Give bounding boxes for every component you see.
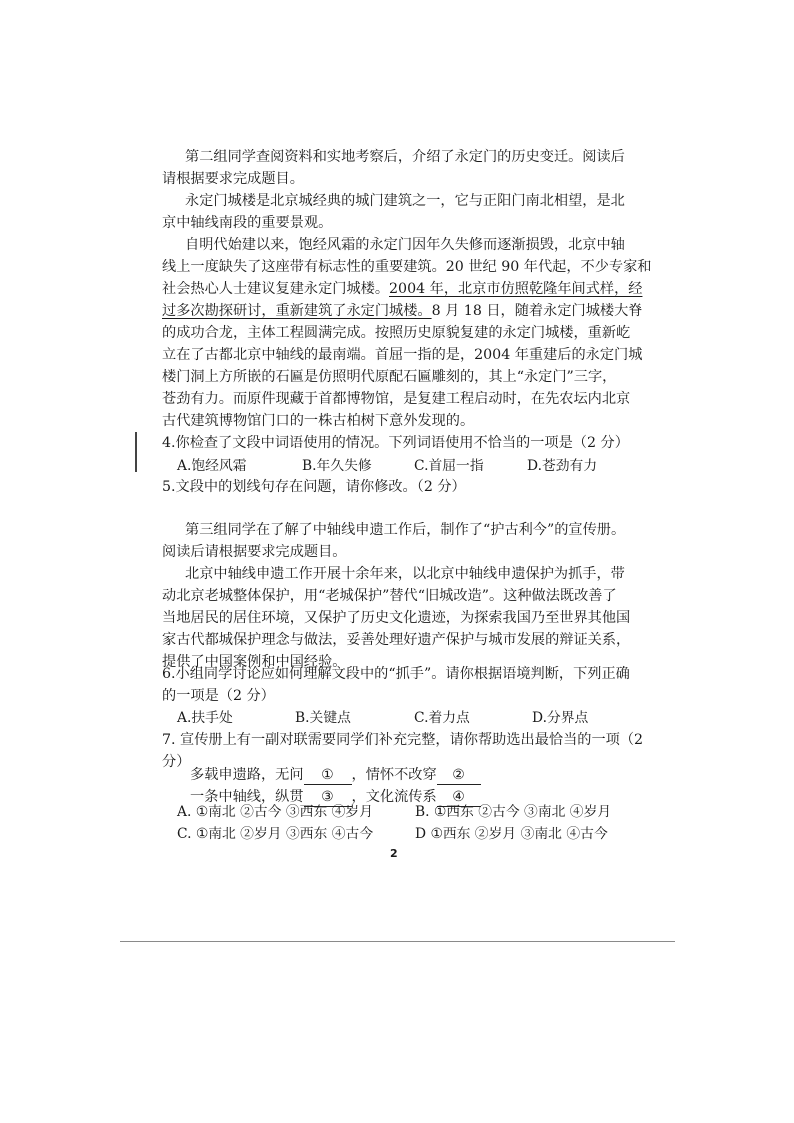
option-b: B.关键点	[295, 710, 351, 726]
passage-line: 提供了中国案例和中国经验。	[162, 654, 347, 670]
passage-line: 立在了古都北京中轴线的最南端。首屈一指的是，2004 年重建后的永定门城	[162, 347, 643, 363]
passage-line: 苍劲有力。而原件现藏于首都博物馆，是复建工程启动时，在先农坛内北京	[162, 391, 631, 407]
couplet-line-1	[190, 764, 670, 786]
passage-line: 家古代都城保护理念与做法，妥善处理好遗产保护与城市发展的辩证关系，	[162, 632, 631, 648]
blank-1: ①	[304, 766, 352, 785]
margin-mark	[135, 432, 137, 472]
passage-line: 楼门洞上方所嵌的石匾是仿照明代原配石匾雕刻的，其上“永定门”三字，	[162, 369, 617, 385]
section3-intro-line1: 第三组同学在了解了中轴线申遗工作后，制作了“护古利今”的宣传册。	[185, 522, 626, 538]
option-d: D ①西东 ②岁月 ③南北 ④古今	[415, 826, 608, 842]
underlined-sentence: 过多次勘探研讨，重新建筑了永定门城楼。	[162, 303, 432, 319]
question-5-stem: 5.文段中的划线句存在问题，请你修改。（2 分）	[162, 479, 466, 495]
question-6-stem-line1: 6.小组同学讨论应如何理解文段中的“抓手”。请你根据语境判断，下列正确	[162, 666, 630, 682]
page-number: 2	[390, 847, 398, 860]
passage-text: 8 月 18 日，随着永定门城楼大脊	[431, 303, 643, 319]
question-6-stem-line2: 的一项是（2 分）	[162, 688, 275, 704]
question-7-stem-line2: 分）	[162, 754, 191, 770]
option-c: C.首屈一指	[414, 458, 484, 474]
passage-text: 社会热心人士建议复建永定门城楼。	[162, 281, 390, 297]
option-c: C. ①南北 ②岁月 ③西东 ④古今	[177, 826, 374, 842]
underlined-sentence: 2004 年，北京市仿照乾隆年间式样，经	[389, 281, 643, 297]
option-b: B. ①西东 ②古今 ③南北 ④岁月	[415, 804, 612, 820]
passage-line: 京中轴线南段的重要景观。	[162, 215, 333, 231]
option-a: A.饱经风霜	[177, 458, 247, 474]
couplet-text: 多载申遗路，无问	[190, 767, 304, 783]
blank-2: ②	[437, 766, 481, 785]
passage-line: 自明代始建以来，饱经风霜的永定门因年久失修而逐渐损毁，北京中轴	[185, 237, 625, 253]
couplet-text: ，情怀不改穿	[351, 767, 437, 783]
passage-line: 当地居民的居住环境，又保护了历史文化遗迹，为探索我国乃至世界其他国	[162, 610, 631, 626]
couplet-text: 一条中轴线，纵贯	[190, 789, 304, 805]
passage-line: 古代建筑博物馆门口的一株古柏树下意外发现的。	[162, 413, 475, 429]
section2-intro-line2: 请根据要求完成题目。	[162, 171, 304, 187]
option-d: D.分界点	[532, 710, 589, 726]
passage-line	[162, 300, 642, 322]
question-4-stem: 4.你检查了文段中词语使用的情况。下列词语使用不恰当的一项是（2 分）	[162, 435, 629, 451]
option-c: C.着力点	[414, 710, 470, 726]
option-a: A.扶手处	[177, 710, 233, 726]
couplet-text: ，文化流传系	[351, 789, 437, 805]
passage-line: 永定门城楼是北京城经典的城门建筑之一，它与正阳门南北相望，是北	[185, 193, 625, 209]
blank-4: ④	[437, 788, 481, 807]
option-d: D.苍劲有力	[527, 458, 598, 474]
passage-line	[162, 278, 642, 300]
divider-line	[120, 941, 675, 942]
option-b: B.年久失修	[302, 458, 372, 474]
section2-intro-line1: 第二组同学查阅资料和实地考察后，介绍了永定门的历史变迁。阅读后	[185, 149, 625, 165]
section3-intro-line2: 阅读后请根据要求完成题目。	[162, 544, 347, 560]
question-7-stem-line1: 7. 宣传册上有一副对联需要同学们补充完整，请你帮助选出最恰当的一项（2	[162, 732, 644, 748]
passage-line: 的成功合龙，主体工程圆满完成。按照历史原貌复建的永定门城楼，重新屹	[162, 325, 631, 341]
passage-line: 线上一度缺失了这座带有标志性的重要建筑。20 世纪 90 年代起，不少专家和	[162, 259, 652, 275]
passage-line: 动北京老城整体保护，用“老城保护”替代“旧城改造”。这种做法既改善了	[162, 588, 617, 604]
blank-3: ③	[304, 788, 352, 807]
option-a: A. ①南北 ②古今 ③西东 ④岁月	[177, 804, 374, 820]
passage-line: 北京中轴线申遗工作开展十余年来，以北京中轴线申遗保护为抓手，带	[185, 566, 625, 582]
